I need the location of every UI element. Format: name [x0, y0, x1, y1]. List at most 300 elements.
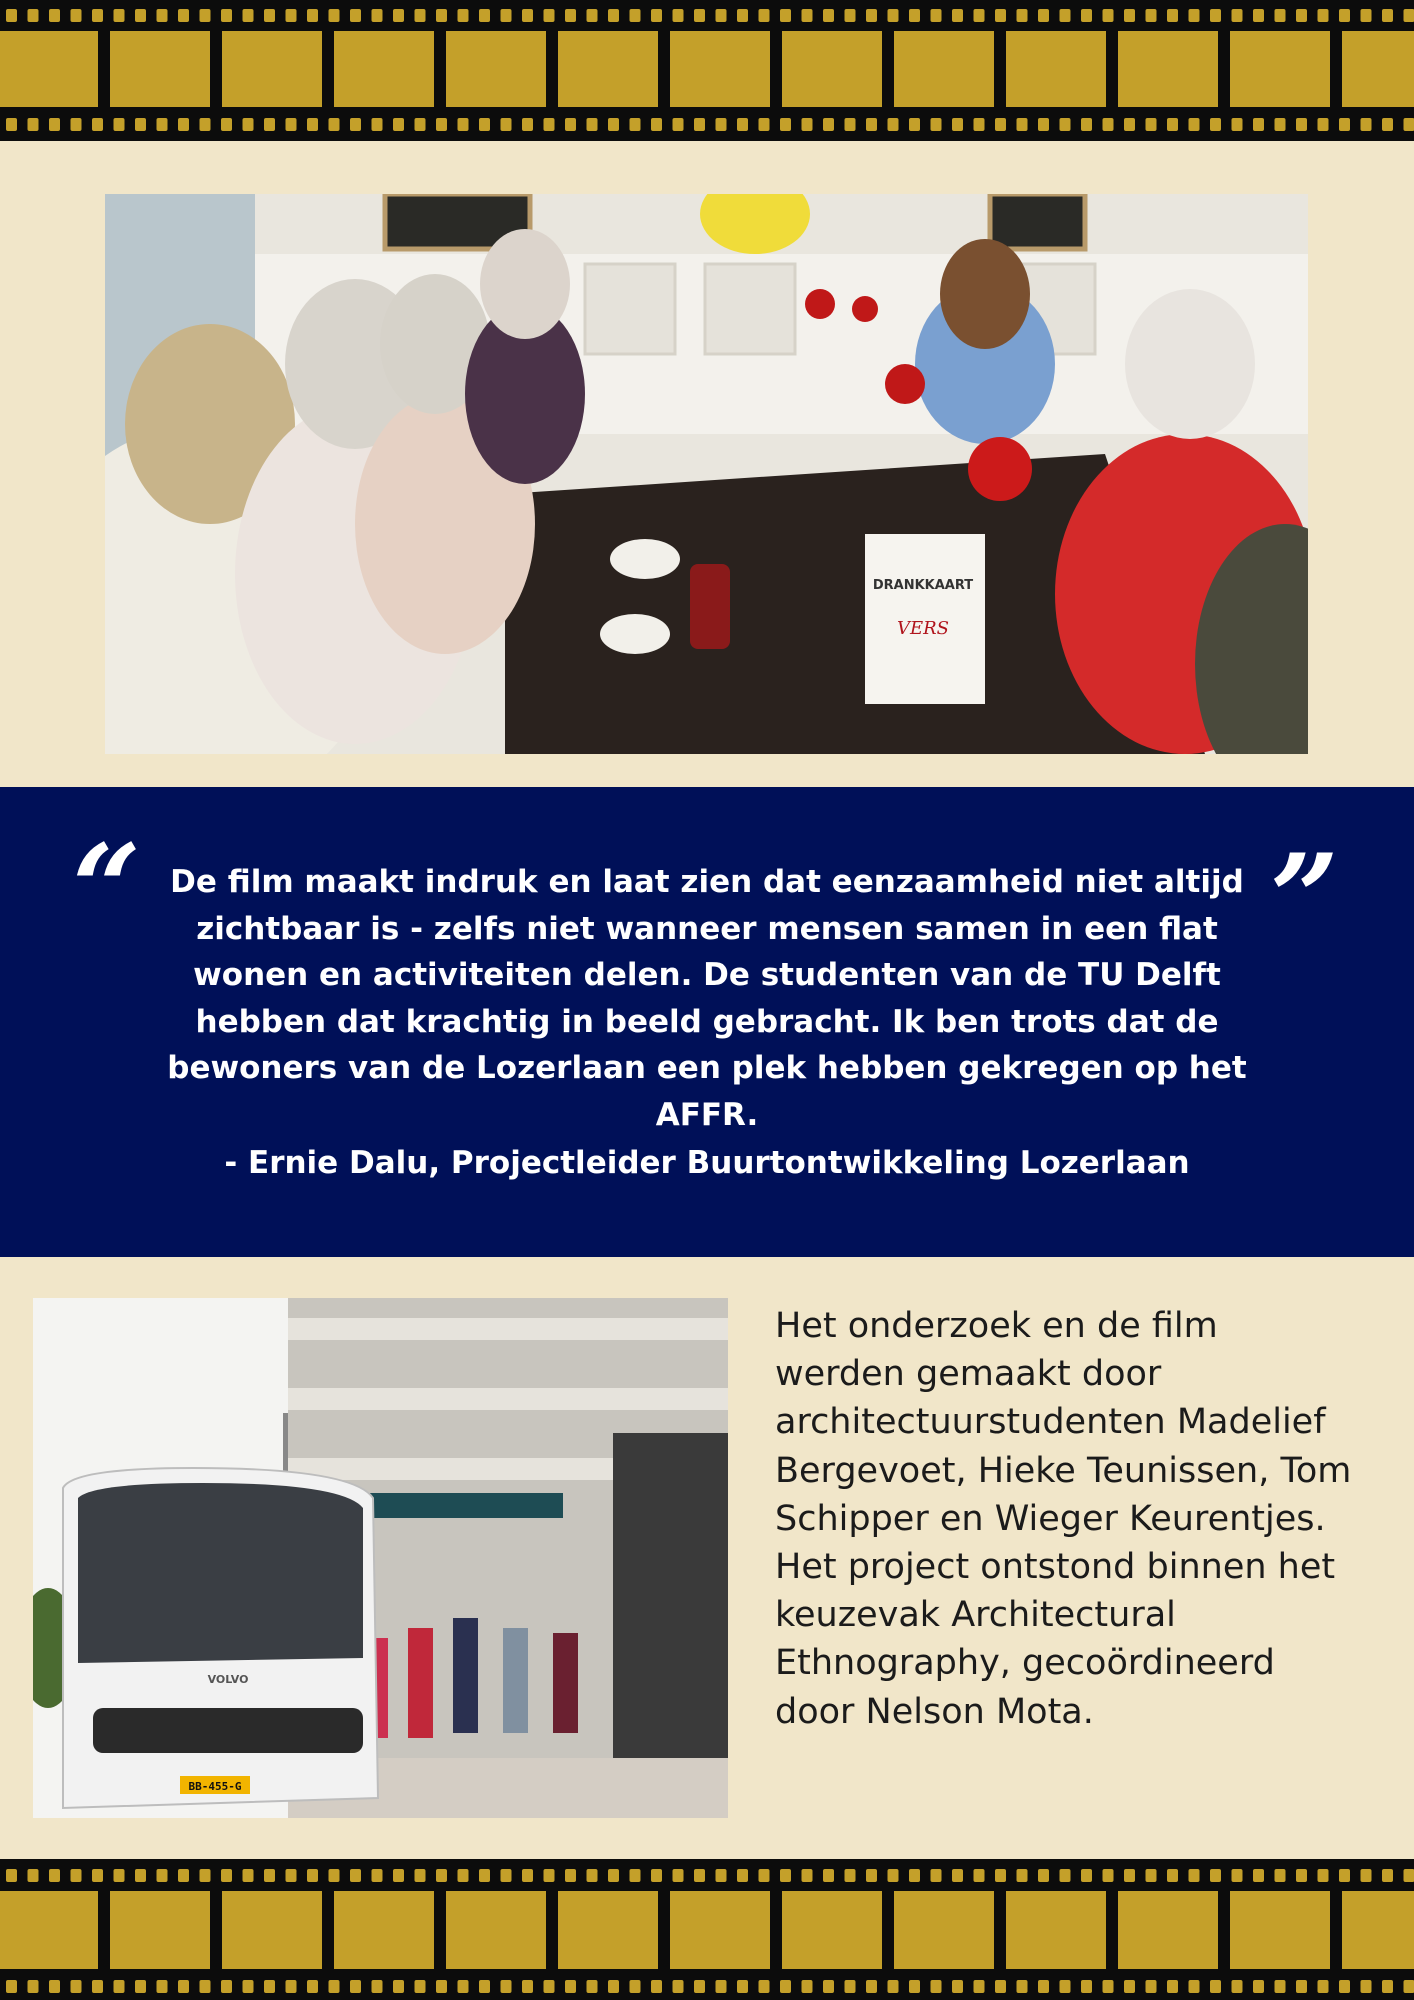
sprocket-hole	[393, 118, 404, 131]
film-frame	[1118, 1891, 1218, 1969]
sprocket-hole	[780, 9, 791, 22]
sprocket-hole	[1253, 118, 1264, 131]
sprocket-hole	[651, 1980, 662, 1993]
sprocket-hole	[544, 118, 555, 131]
film-frame	[110, 31, 210, 107]
sprocket-hole	[1060, 1980, 1071, 1993]
sprocket-hole	[823, 118, 834, 131]
sprocket-hole	[329, 1980, 340, 1993]
sprocket-hole	[608, 1869, 619, 1882]
sprocket-hole	[608, 118, 619, 131]
sprocket-hole	[845, 1869, 856, 1882]
sprocket-hole	[694, 118, 705, 131]
sprocket-hole	[415, 118, 426, 131]
sprocket-hole	[522, 9, 533, 22]
sprocket-hole	[1382, 9, 1393, 22]
sprocket-hole	[372, 9, 383, 22]
sprocket-hole	[1124, 9, 1135, 22]
sprocket-hole	[6, 9, 17, 22]
sprocket-hole	[888, 9, 899, 22]
sprocket-hole	[436, 118, 447, 131]
sprocket-hole	[974, 1980, 985, 1993]
sprocket-hole	[329, 118, 340, 131]
sprocket-hole	[823, 9, 834, 22]
sprocket-hole	[1038, 118, 1049, 131]
sprocket-hole	[608, 1980, 619, 1993]
sprocket-hole	[1339, 1980, 1350, 1993]
sprocket-hole	[501, 1980, 512, 1993]
sprocket-hole	[157, 118, 168, 131]
sprocket-hole	[630, 9, 641, 22]
sprocket-hole	[1253, 1869, 1264, 1882]
sprocket-hole	[157, 1869, 168, 1882]
sprocket-hole	[931, 9, 942, 22]
sprocket-hole	[1189, 1869, 1200, 1882]
sprocket-hole	[329, 9, 340, 22]
film-frame	[1342, 31, 1414, 107]
film-frame	[446, 31, 546, 107]
sprocket-hole	[866, 1980, 877, 1993]
sprocket-hole	[135, 9, 146, 22]
sprocket-hole	[49, 9, 60, 22]
sprocket-hole	[372, 1869, 383, 1882]
sprocket-hole	[307, 1980, 318, 1993]
quote-text: De film maakt indruk en laat zien dat eenzaamheid niet altijd zichtbaar is - zelfs niet wanneer mensen samen in een flat wonen en activiteiten delen. De studenten van de TU Delft hebben dat krachtig in beeld gebracht. Ik ben trots dat de bewoners van de Lozerlaan een plek hebben gekregen op het AFFR.	[167, 864, 1247, 1133]
sprocket-hole	[802, 9, 813, 22]
sprocket-hole	[1404, 9, 1414, 22]
quote-attribution: - Ernie Dalu, Projectleider Buurtontwikkeling Lozerlaan	[224, 1145, 1190, 1181]
sprocket-hole	[1296, 9, 1307, 22]
sprocket-hole	[1318, 9, 1329, 22]
sprocket-hole	[952, 9, 963, 22]
sprocket-hole	[1253, 1980, 1264, 1993]
sprocket-hole	[479, 1980, 490, 1993]
sprocket-hole	[286, 118, 297, 131]
sprocket-hole	[931, 1869, 942, 1882]
sprocket-hole	[845, 1980, 856, 1993]
sprocket-hole	[1361, 1980, 1372, 1993]
sprocket-hole	[1339, 1869, 1350, 1882]
sprocket-hole	[608, 9, 619, 22]
sprocket-hole	[995, 118, 1006, 131]
film-frame	[1006, 1891, 1106, 1969]
film-frame	[1006, 31, 1106, 107]
sprocket-hole	[6, 1869, 17, 1882]
sprocket-hole	[1017, 9, 1028, 22]
sprocket-hole	[866, 9, 877, 22]
sprocket-hole	[780, 118, 791, 131]
sprocket-hole	[200, 9, 211, 22]
sprocket-hole	[264, 9, 275, 22]
film-frame	[1230, 31, 1330, 107]
sprocket-hole	[1038, 1869, 1049, 1882]
sprocket-hole	[114, 118, 125, 131]
sprocket-hole	[49, 118, 60, 131]
sprocket-hole	[716, 118, 727, 131]
sprocket-hole	[544, 1980, 555, 1993]
sprocket-hole	[157, 1980, 168, 1993]
sprocket-hole	[436, 1980, 447, 1993]
sprocket-hole	[393, 1980, 404, 1993]
sprocket-hole	[92, 1980, 103, 1993]
sprocket-hole	[802, 1869, 813, 1882]
sprocket-hole	[630, 1980, 641, 1993]
sprocket-hole	[49, 1869, 60, 1882]
sprocket-hole	[995, 9, 1006, 22]
sprocket-hole	[716, 1980, 727, 1993]
sprocket-hole	[845, 9, 856, 22]
sprocket-hole	[909, 118, 920, 131]
sprocket-hole	[909, 1980, 920, 1993]
sprocket-hole	[6, 118, 17, 131]
sprocket-hole	[157, 9, 168, 22]
sprocket-hole	[1339, 9, 1350, 22]
sprocket-hole	[802, 1980, 813, 1993]
sprocket-hole	[974, 1869, 985, 1882]
sprocket-hole	[1210, 1980, 1221, 1993]
sprocket-hole	[307, 118, 318, 131]
sprocket-hole	[974, 118, 985, 131]
sprocket-hole	[71, 118, 82, 131]
sprocket-hole	[1081, 118, 1092, 131]
film-strip-top-graphic	[0, 0, 1414, 141]
quote-band	[0, 787, 1414, 1257]
sprocket-hole	[694, 9, 705, 22]
sprocket-hole	[286, 1980, 297, 1993]
sprocket-hole	[1081, 9, 1092, 22]
sprocket-hole	[28, 9, 39, 22]
sprocket-hole	[114, 1980, 125, 1993]
sprocket-hole	[587, 9, 598, 22]
film-strip-top	[0, 0, 1414, 141]
menu-card-logo: VERS	[896, 618, 950, 639]
sprocket-hole	[372, 118, 383, 131]
sprocket-hole	[1318, 118, 1329, 131]
sprocket-hole	[651, 9, 662, 22]
sprocket-hole	[1167, 9, 1178, 22]
sprocket-hole	[1275, 1869, 1286, 1882]
sprocket-hole	[1124, 118, 1135, 131]
sprocket-hole	[1189, 1980, 1200, 1993]
film-frame	[110, 1891, 210, 1969]
sprocket-hole	[1253, 9, 1264, 22]
sprocket-hole	[350, 1980, 361, 1993]
sprocket-hole	[243, 9, 254, 22]
sprocket-hole	[28, 1980, 39, 1993]
sprocket-hole	[565, 118, 576, 131]
sprocket-hole	[1146, 9, 1157, 22]
film-frame	[894, 1891, 994, 1969]
sprocket-hole	[1017, 1980, 1028, 1993]
sprocket-hole	[1361, 118, 1372, 131]
sprocket-hole	[909, 1869, 920, 1882]
menu-card-text: DRANKKAART	[872, 578, 974, 593]
sprocket-hole	[92, 118, 103, 131]
sprocket-hole	[716, 9, 727, 22]
film-frame	[0, 31, 98, 107]
open-quote-icon: “	[72, 818, 142, 959]
sprocket-hole	[888, 118, 899, 131]
sprocket-hole	[1060, 118, 1071, 131]
sprocket-hole	[458, 1869, 469, 1882]
sprocket-hole	[1210, 118, 1221, 131]
sprocket-hole	[1146, 118, 1157, 131]
sprocket-hole	[952, 118, 963, 131]
sprocket-hole	[673, 9, 684, 22]
sprocket-hole	[1296, 118, 1307, 131]
sprocket-hole	[458, 1980, 469, 1993]
bus-plate-text: BB-455-G	[188, 1780, 242, 1793]
film-frame	[222, 1891, 322, 1969]
sprocket-hole	[630, 1869, 641, 1882]
sprocket-hole	[1189, 118, 1200, 131]
sprocket-hole	[1296, 1869, 1307, 1882]
sprocket-hole	[178, 1980, 189, 1993]
sprocket-hole	[1275, 9, 1286, 22]
film-frame	[334, 31, 434, 107]
sprocket-hole	[1361, 1869, 1372, 1882]
sprocket-hole	[350, 118, 361, 131]
sprocket-hole	[178, 9, 189, 22]
bus-brand-text: VOLVO	[207, 1673, 249, 1686]
sprocket-hole	[264, 1980, 275, 1993]
sprocket-hole	[651, 1869, 662, 1882]
sprocket-hole	[372, 1980, 383, 1993]
sprocket-hole	[866, 118, 877, 131]
close-quote-icon: ”	[1270, 828, 1340, 969]
sprocket-hole	[673, 1980, 684, 1993]
sprocket-hole	[1017, 118, 1028, 131]
sprocket-hole	[1232, 1980, 1243, 1993]
sprocket-hole	[931, 118, 942, 131]
sprocket-hole	[995, 1869, 1006, 1882]
sprocket-hole	[393, 1869, 404, 1882]
sprocket-hole	[1382, 118, 1393, 131]
sprocket-hole	[200, 1980, 211, 1993]
sprocket-hole	[415, 1869, 426, 1882]
sprocket-hole	[565, 1869, 576, 1882]
sprocket-hole	[1167, 1980, 1178, 1993]
sprocket-hole	[931, 1980, 942, 1993]
sprocket-hole	[1382, 1869, 1393, 1882]
sprocket-hole	[49, 1980, 60, 1993]
sprocket-hole	[479, 1869, 490, 1882]
film-frame	[670, 1891, 770, 1969]
sprocket-hole	[71, 1869, 82, 1882]
sprocket-hole	[1103, 1869, 1114, 1882]
sprocket-hole	[92, 1869, 103, 1882]
sprocket-hole	[694, 1869, 705, 1882]
sprocket-hole	[1146, 1980, 1157, 1993]
sprocket-hole	[1232, 1869, 1243, 1882]
sprocket-hole	[135, 1980, 146, 1993]
sprocket-hole	[673, 1869, 684, 1882]
sprocket-hole	[1404, 1980, 1414, 1993]
sprocket-hole	[436, 9, 447, 22]
sprocket-hole	[1081, 1869, 1092, 1882]
sprocket-hole	[243, 118, 254, 131]
sprocket-hole	[28, 1869, 39, 1882]
film-frame	[1342, 1891, 1414, 1969]
sprocket-hole	[114, 1869, 125, 1882]
sprocket-hole	[350, 1869, 361, 1882]
sprocket-hole	[286, 1869, 297, 1882]
film-frame	[1118, 31, 1218, 107]
sprocket-hole	[1361, 9, 1372, 22]
film-frame	[222, 31, 322, 107]
sprocket-hole	[501, 1869, 512, 1882]
sprocket-hole	[264, 118, 275, 131]
sprocket-hole	[221, 9, 232, 22]
sprocket-hole	[995, 1980, 1006, 1993]
film-frame	[334, 1891, 434, 1969]
sprocket-hole	[135, 118, 146, 131]
film-strip-bottom	[0, 1859, 1414, 2000]
sprocket-hole	[1296, 1980, 1307, 1993]
sprocket-hole	[587, 1980, 598, 1993]
sprocket-hole	[845, 118, 856, 131]
sprocket-hole	[673, 118, 684, 131]
sprocket-hole	[974, 9, 985, 22]
sprocket-hole	[114, 9, 125, 22]
sprocket-hole	[6, 1980, 17, 1993]
sprocket-hole	[522, 1869, 533, 1882]
sprocket-hole	[1060, 9, 1071, 22]
project-description: Het onderzoek en de film werden gemaakt door architectuurstudenten Madelief Bergevoet, Hieke Teunissen, Tom Schipper en Wieger Keurentjes. Het project ontstond binnen het keuzevak Architectural Ethnography, gecoördineerd door Nelson Mota.	[775, 1306, 1352, 1732]
sprocket-hole	[479, 9, 490, 22]
sprocket-hole	[1103, 118, 1114, 131]
sprocket-hole	[1232, 118, 1243, 131]
sprocket-hole	[952, 1980, 963, 1993]
sprocket-hole	[737, 9, 748, 22]
sprocket-hole	[759, 118, 770, 131]
sprocket-hole	[909, 9, 920, 22]
sprocket-hole	[1146, 1869, 1157, 1882]
sprocket-hole	[888, 1869, 899, 1882]
sprocket-hole	[1189, 9, 1200, 22]
sprocket-hole	[1103, 9, 1114, 22]
sprocket-hole	[1382, 1980, 1393, 1993]
sprocket-hole	[716, 1869, 727, 1882]
sprocket-hole	[221, 118, 232, 131]
sprocket-hole	[436, 1869, 447, 1882]
sprocket-hole	[823, 1980, 834, 1993]
film-frame	[558, 1891, 658, 1969]
sprocket-hole	[1103, 1980, 1114, 1993]
sprocket-hole	[802, 118, 813, 131]
sprocket-hole	[458, 9, 469, 22]
sprocket-hole	[737, 118, 748, 131]
sprocket-hole	[1038, 9, 1049, 22]
film-strip-bottom-graphic	[0, 1859, 1414, 2000]
sprocket-hole	[1210, 9, 1221, 22]
film-frame	[1230, 1891, 1330, 1969]
sprocket-hole	[92, 9, 103, 22]
sprocket-hole	[759, 1869, 770, 1882]
sprocket-hole	[415, 9, 426, 22]
sprocket-hole	[1275, 1980, 1286, 1993]
sprocket-hole	[759, 9, 770, 22]
sprocket-hole	[1232, 9, 1243, 22]
sprocket-hole	[780, 1869, 791, 1882]
sprocket-hole	[200, 1869, 211, 1882]
sprocket-hole	[243, 1869, 254, 1882]
sprocket-hole	[544, 9, 555, 22]
sprocket-hole	[565, 9, 576, 22]
sprocket-hole	[565, 1980, 576, 1993]
sprocket-hole	[221, 1980, 232, 1993]
sprocket-hole	[307, 9, 318, 22]
film-frame	[782, 31, 882, 107]
sprocket-hole	[350, 9, 361, 22]
sprocket-hole	[952, 1869, 963, 1882]
sprocket-hole	[522, 1980, 533, 1993]
sprocket-hole	[307, 1869, 318, 1882]
sprocket-hole	[415, 1980, 426, 1993]
sprocket-hole	[135, 1869, 146, 1882]
sprocket-hole	[71, 1980, 82, 1993]
sprocket-hole	[1124, 1869, 1135, 1882]
sprocket-hole	[1124, 1980, 1135, 1993]
sprocket-hole	[759, 1980, 770, 1993]
film-frame	[0, 1891, 98, 1969]
sprocket-hole	[501, 9, 512, 22]
sprocket-hole	[501, 118, 512, 131]
sprocket-hole	[200, 118, 211, 131]
sprocket-hole	[737, 1869, 748, 1882]
sprocket-hole	[888, 1980, 899, 1993]
sprocket-hole	[264, 1869, 275, 1882]
sprocket-hole	[1038, 1980, 1049, 1993]
sprocket-hole	[823, 1869, 834, 1882]
sprocket-hole	[243, 1980, 254, 1993]
sprocket-hole	[1167, 118, 1178, 131]
film-frame	[670, 31, 770, 107]
sprocket-hole	[178, 118, 189, 131]
sprocket-hole	[630, 118, 641, 131]
film-frame	[894, 31, 994, 107]
sprocket-hole	[479, 118, 490, 131]
sprocket-hole	[71, 9, 82, 22]
film-frame	[446, 1891, 546, 1969]
sprocket-hole	[1318, 1869, 1329, 1882]
film-frame	[782, 1891, 882, 1969]
film-frame	[558, 31, 658, 107]
sprocket-hole	[329, 1869, 340, 1882]
sprocket-hole	[694, 1980, 705, 1993]
sprocket-hole	[737, 1980, 748, 1993]
sprocket-hole	[221, 1869, 232, 1882]
sprocket-hole	[28, 118, 39, 131]
sprocket-hole	[1167, 1869, 1178, 1882]
sprocket-hole	[1210, 1869, 1221, 1882]
sprocket-hole	[544, 1869, 555, 1882]
bus-photo	[33, 1298, 728, 1818]
sprocket-hole	[1339, 118, 1350, 131]
sprocket-hole	[286, 9, 297, 22]
sprocket-hole	[1060, 1869, 1071, 1882]
sprocket-hole	[393, 9, 404, 22]
sprocket-hole	[1017, 1869, 1028, 1882]
sprocket-hole	[587, 118, 598, 131]
dinner-photo	[105, 194, 1308, 754]
sprocket-hole	[866, 1869, 877, 1882]
sprocket-hole	[651, 118, 662, 131]
sprocket-hole	[178, 1869, 189, 1882]
sprocket-hole	[522, 118, 533, 131]
sprocket-hole	[587, 1869, 598, 1882]
sprocket-hole	[1081, 1980, 1092, 1993]
